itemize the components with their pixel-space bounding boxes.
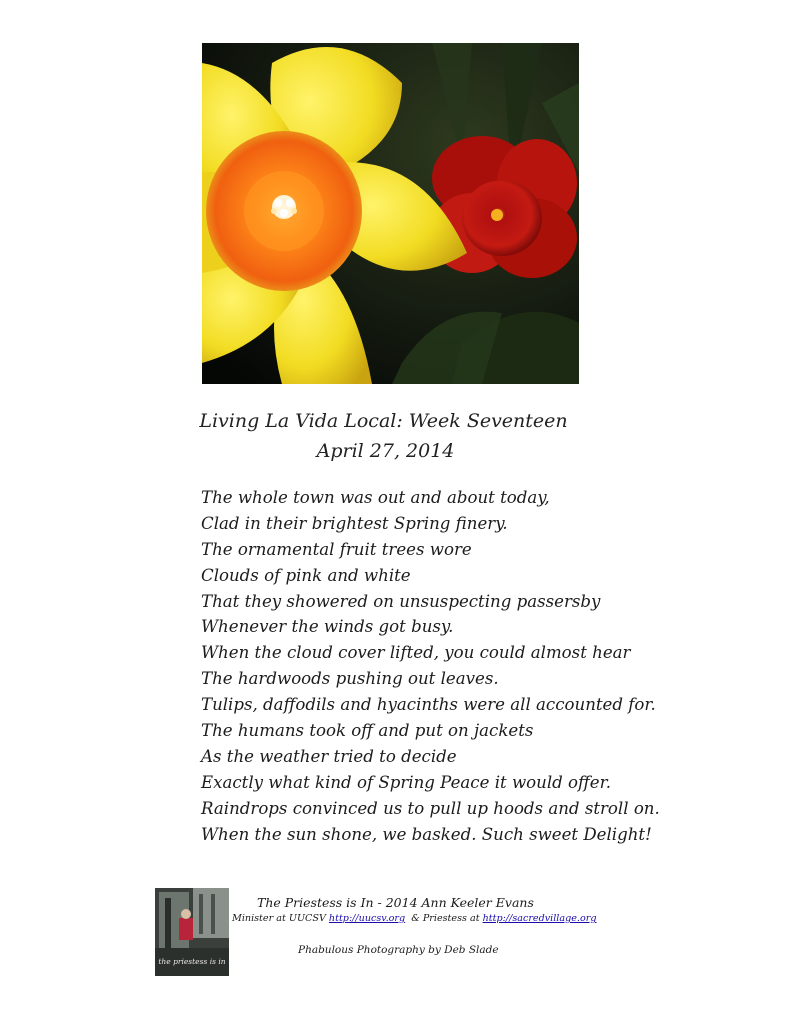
- poem-line: Clouds of pink and white: [201, 565, 411, 585]
- priestess-logo-image: [155, 888, 229, 976]
- poem-line: Tulips, daffodils and hyacinths were all accounted for.: [201, 695, 656, 715]
- poem-body: [201, 485, 721, 847]
- poem-line: The hardwoods pushing out leaves.: [201, 669, 499, 689]
- uucsv-link[interactable]: http://uucsv.org: [328, 913, 406, 924]
- minister-prefix: Minister at UUCSV: [232, 913, 329, 924]
- poem-line: When the sun shone, we basked. Such sweet Delight!: [201, 824, 652, 844]
- poem-line: Clad in their brightest Spring finery.: [201, 513, 508, 533]
- poem-line: Exactly what kind of Spring Peace it would offer.: [201, 772, 611, 792]
- logo-text: the priestess is in: [158, 957, 226, 966]
- poem-line: Raindrops convinced us to pull up hoods and stroll on.: [201, 798, 660, 818]
- poem-line: The ornamental fruit trees wore: [201, 539, 472, 559]
- poem-line: As the weather tried to decide: [201, 746, 457, 766]
- poem-line: That they showered on unsuspecting passersby: [201, 591, 601, 611]
- poem-line: When the cloud cover lifted, you could almost hear: [201, 643, 631, 663]
- poem-line: The whole town was out and about today,: [201, 488, 550, 507]
- poem-line: The humans took off and put on jackets: [201, 721, 534, 741]
- page-date: April 27, 2014: [316, 440, 455, 462]
- sacredvillage-link[interactable]: http://sacredvillage.org: [482, 913, 597, 924]
- photo-credit: Phabulous Photography by Deb Slade: [298, 944, 499, 956]
- priestess-prefix: & Priestess at: [405, 913, 483, 924]
- page-title: Living La Vida Local: Week Seventeen: [199, 410, 568, 432]
- poem-line: Whenever the winds got busy.: [201, 617, 454, 637]
- footer-affiliations: [232, 913, 596, 924]
- footer-byline: The Priestess is In - 2014 Ann Keeler Evans: [257, 895, 534, 910]
- daffodil-and-pansy-photo: [202, 43, 579, 384]
